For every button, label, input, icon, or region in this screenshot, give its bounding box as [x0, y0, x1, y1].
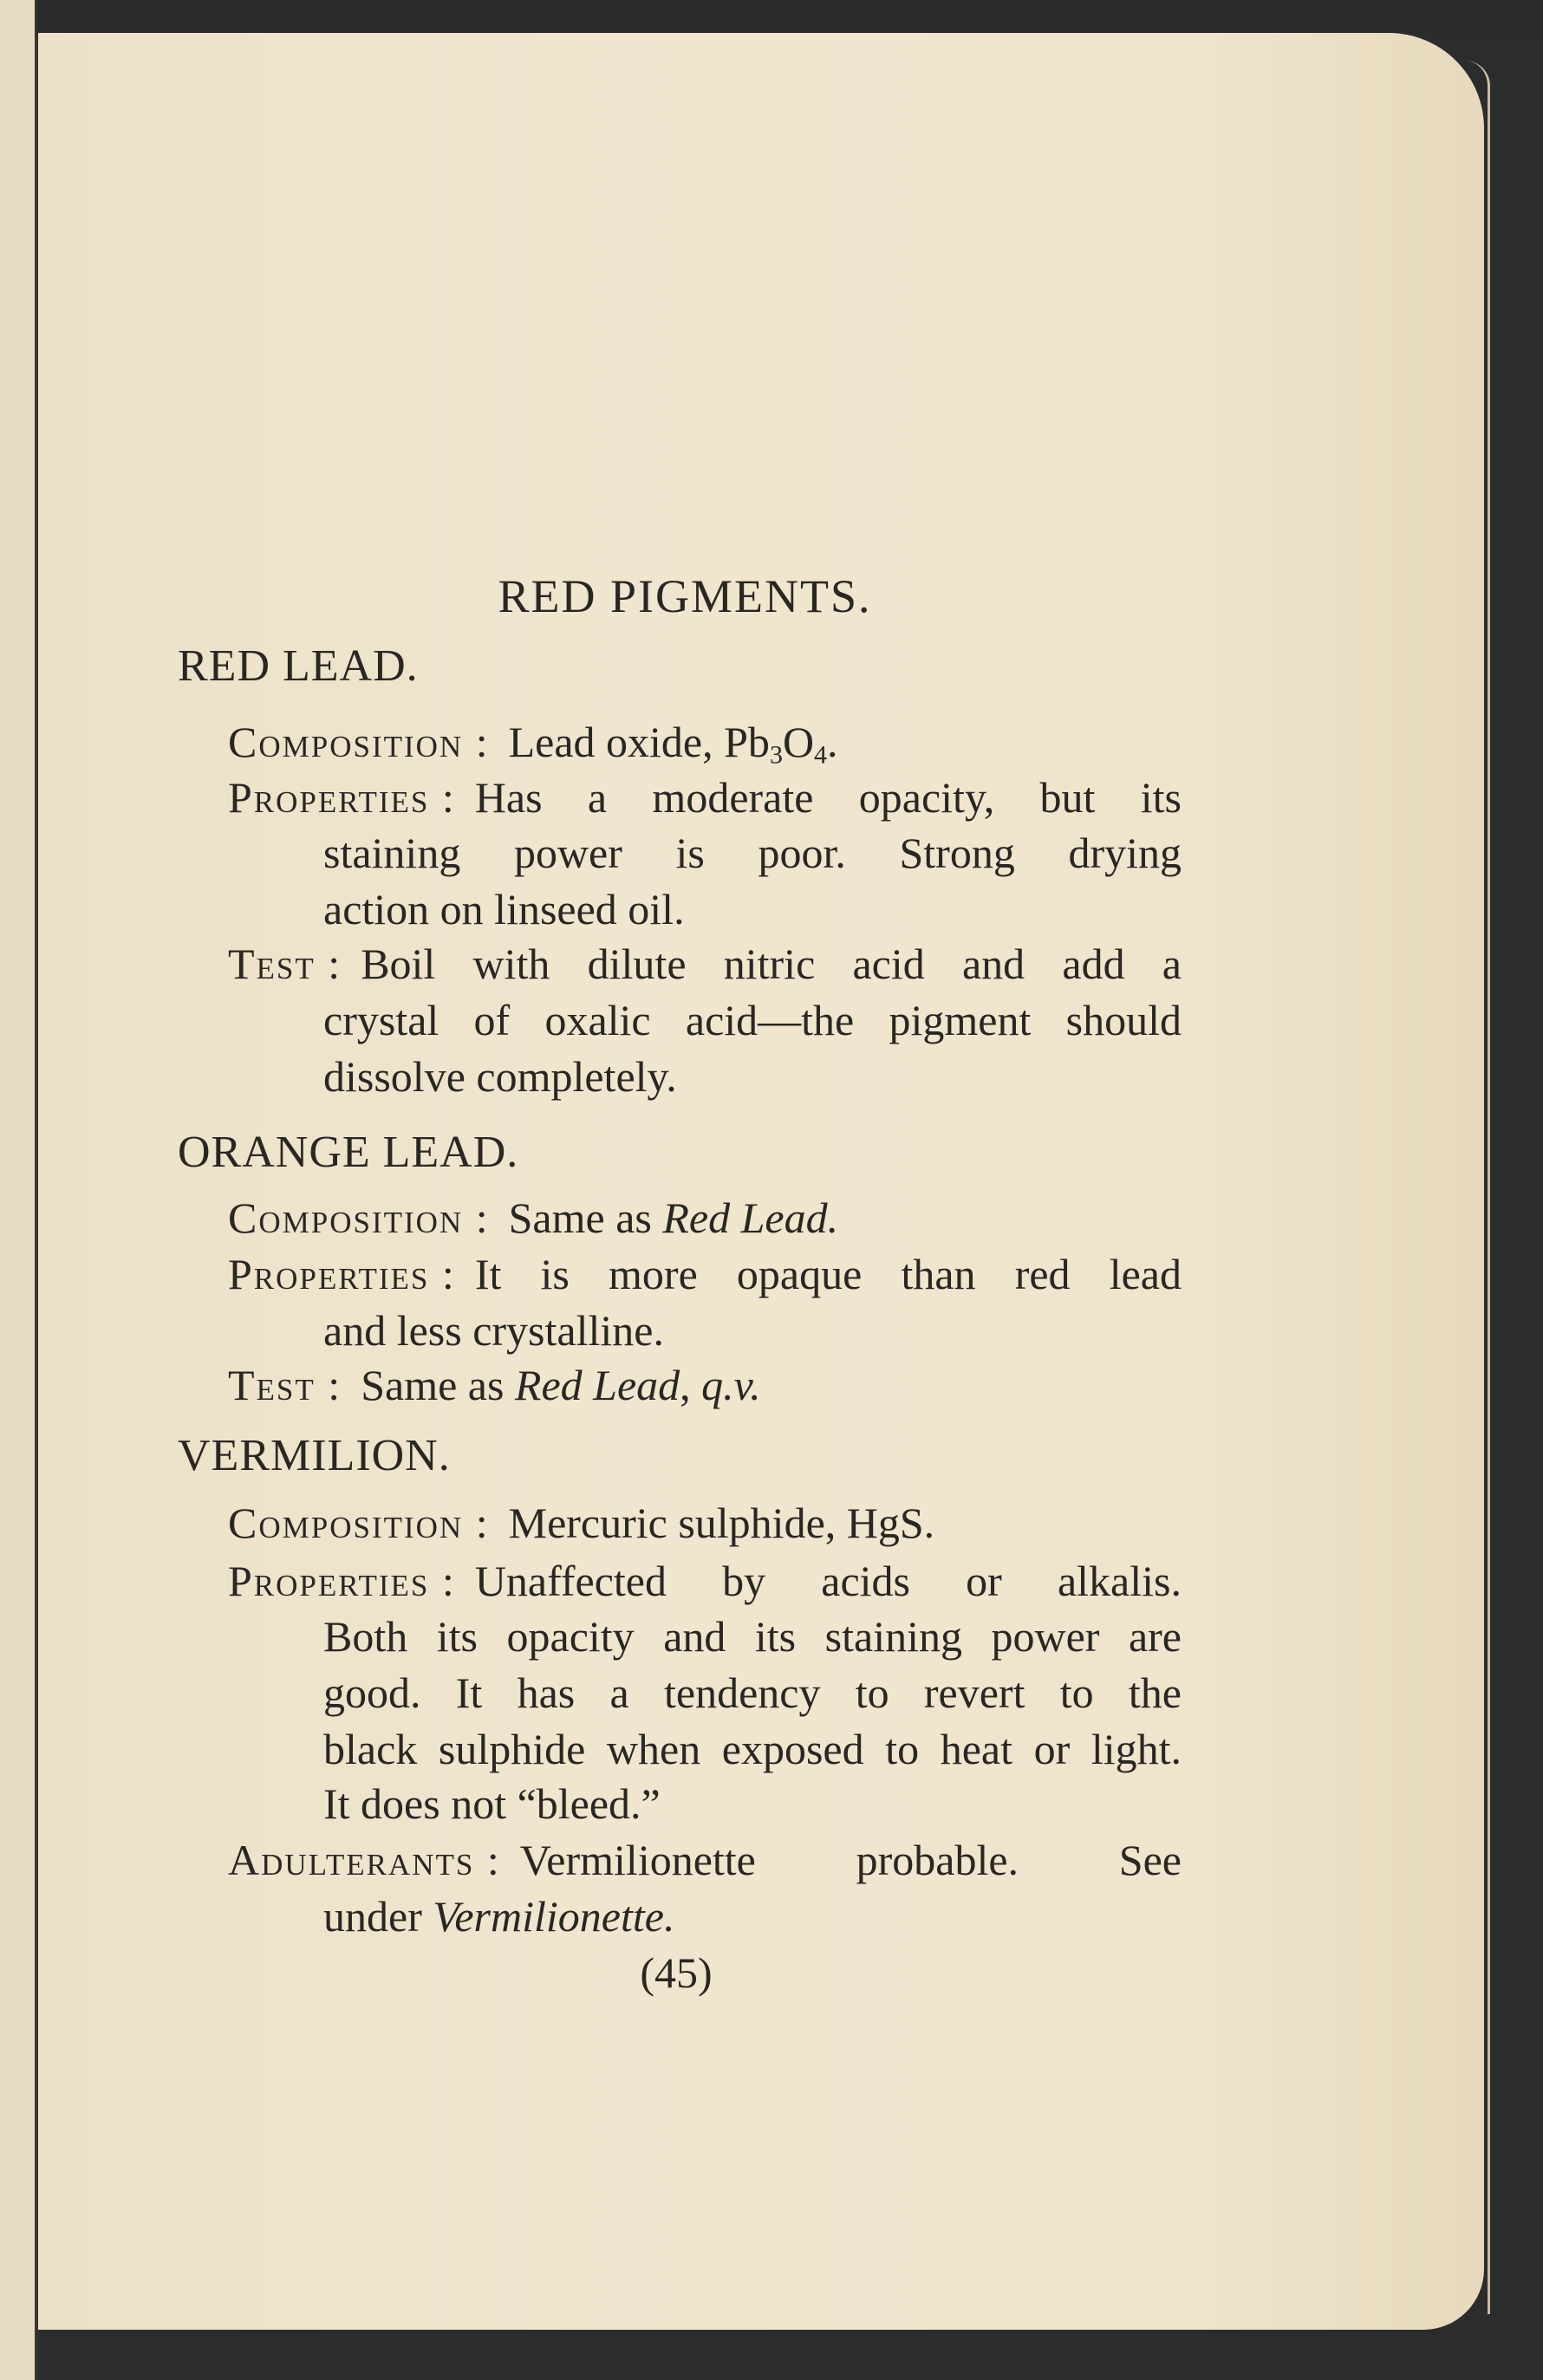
field-line	[323, 1667, 1182, 1719]
field-text: Mercuric sulphide, HgS.	[508, 1499, 935, 1547]
field-text: staining power is poor. Strong drying	[323, 829, 1182, 878]
field-line	[228, 1834, 1182, 1886]
field-text: black sulphide when exposed to heat or light.	[323, 1725, 1182, 1774]
field-text: crystal of oxalic acid—the pigment should	[323, 996, 1182, 1045]
field-label: Properties :	[228, 772, 456, 822]
field-text: Vermilionette probable. See	[519, 1835, 1182, 1884]
field-label: Adulterants :	[228, 1835, 501, 1884]
field-text: dissolve completely.	[323, 1051, 677, 1101]
pigment-heading: VERMILION.	[178, 1430, 451, 1480]
field-line	[228, 771, 1182, 823]
field-label: Composition :	[228, 718, 490, 767]
field-line	[323, 827, 1182, 879]
field-text: action on linseed oil.	[323, 885, 685, 934]
field-text: Lead oxide, $Pb_3O_4$.	[508, 718, 838, 770]
field-line	[228, 1192, 1182, 1244]
field-text: Same as Red Lead.	[508, 1193, 839, 1242]
facing-page-edge	[0, 0, 37, 2380]
field-line	[323, 1890, 1182, 1942]
field-text: Has a moderate opacity, but its	[474, 772, 1182, 822]
field-text: and less crystalline.	[323, 1305, 664, 1355]
field-line	[228, 1497, 1182, 1549]
field-line	[323, 1723, 1182, 1775]
field-line	[228, 938, 1182, 990]
field-line	[323, 1304, 1182, 1356]
field-label: Properties :	[228, 1249, 456, 1298]
field-line	[228, 1359, 1182, 1411]
field-label: Properties :	[228, 1556, 456, 1605]
pigment-heading: ORANGE LEAD.	[178, 1127, 519, 1177]
field-text: It is more opaque than red lead	[474, 1249, 1182, 1298]
field-label: Test :	[228, 1360, 342, 1409]
field-label: Test :	[228, 940, 342, 989]
page-edges	[1465, 61, 1490, 2314]
field-line	[323, 1778, 1182, 1830]
page-number: (45)	[640, 1948, 713, 1997]
field-line	[323, 994, 1182, 1046]
page-title: RED PIGMENTS.	[498, 570, 872, 623]
field-line	[323, 1610, 1182, 1662]
field-label: Composition :	[228, 1499, 490, 1547]
field-line	[228, 716, 1182, 768]
field-line	[323, 883, 1182, 935]
field-line	[228, 1248, 1182, 1300]
field-text: good. It has a tendency to revert to the	[323, 1668, 1182, 1718]
book-cover-top	[0, 0, 1543, 35]
field-text: Both its opacity and its staining power are	[323, 1612, 1182, 1661]
field-text: It does not “bleed.”	[323, 1779, 661, 1829]
field-text: Boil with dilute nitric acid and add a	[361, 940, 1182, 989]
field-label: Composition :	[228, 1193, 490, 1242]
field-line	[323, 1050, 1182, 1102]
pigment-heading: RED LEAD.	[178, 641, 419, 691]
field-text: Same as Red Lead, q.v.	[361, 1360, 761, 1409]
field-text: under Vermilionette.	[323, 1891, 675, 1941]
field-line	[228, 1555, 1182, 1607]
field-text: Unaffected by acids or alkalis.	[474, 1556, 1182, 1605]
